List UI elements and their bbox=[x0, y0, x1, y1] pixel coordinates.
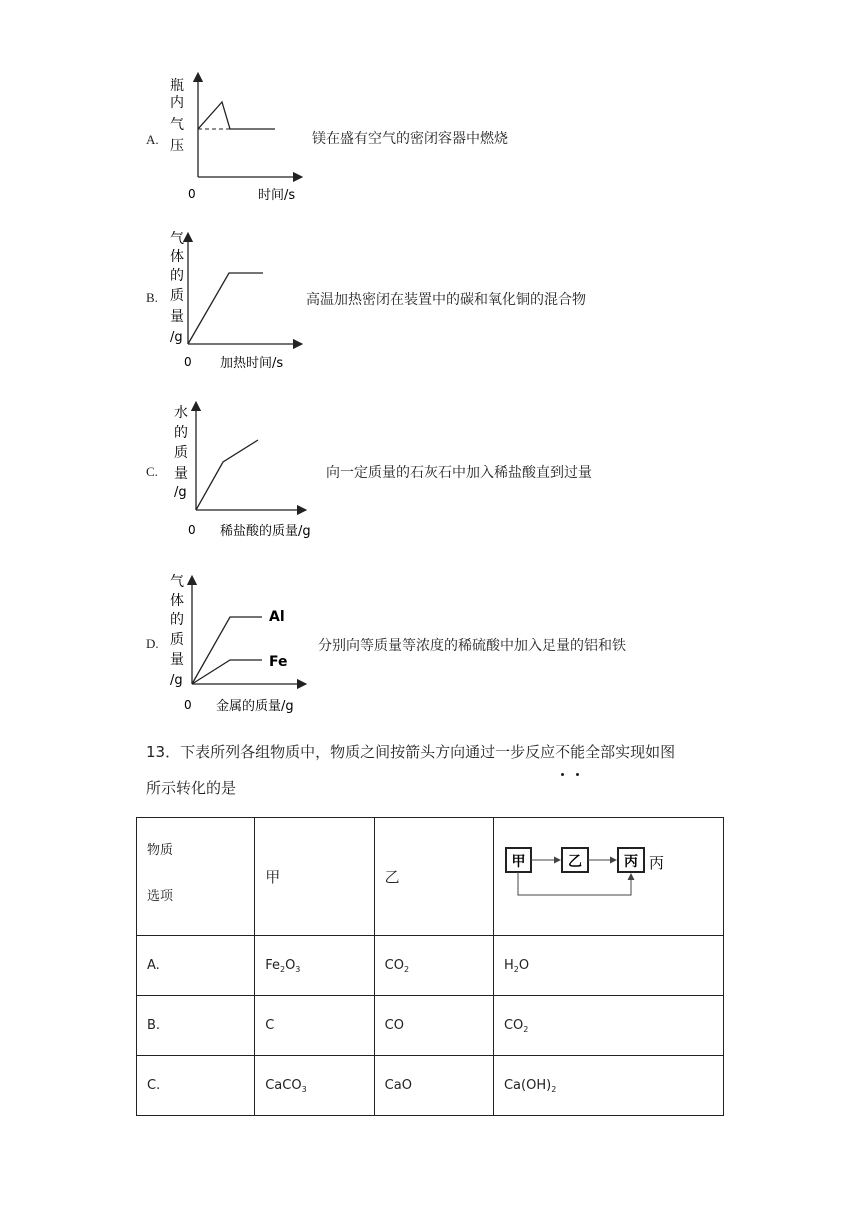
table-row bbox=[137, 936, 724, 996]
y-label-char: 体 bbox=[170, 593, 184, 609]
y-label-char: 的 bbox=[174, 425, 188, 441]
question-line-2: 所示转化的是 bbox=[146, 779, 237, 797]
option-a-description: 镁在盛有空气的密闭容器中燃烧 bbox=[312, 131, 508, 147]
row-option: A. bbox=[137, 936, 255, 996]
row-jia: C bbox=[255, 996, 374, 1056]
table-row bbox=[137, 996, 724, 1056]
al-curve bbox=[192, 617, 262, 684]
y-label-char: 内 bbox=[170, 95, 184, 111]
question-line-1: 13．下表所列各组物质中，物质之间按箭头方向通过一步反应不能全部实现如图 bbox=[146, 734, 746, 770]
origin-label: 0 bbox=[188, 523, 196, 537]
x-label: 稀盐酸的质量/g bbox=[220, 524, 311, 539]
header-cell-diagram bbox=[493, 818, 723, 936]
question-13-text bbox=[146, 734, 746, 806]
y-label-char: 体 bbox=[170, 249, 184, 265]
y-label-char: 量 bbox=[170, 309, 184, 325]
graph-b bbox=[160, 225, 320, 375]
x-label: 加热时间/s bbox=[220, 356, 284, 371]
y-label-char: 气 bbox=[170, 574, 184, 590]
row-yi: CaO bbox=[374, 1056, 493, 1116]
y-label-char: 气 bbox=[170, 117, 184, 133]
option-b-letter: B. bbox=[146, 290, 158, 305]
emphasis-char: 不 bbox=[555, 734, 570, 770]
graph-c bbox=[160, 398, 340, 543]
row-yi: $CO_2$ bbox=[374, 936, 493, 996]
row-yi: CO bbox=[374, 996, 493, 1056]
al-line-label: Al bbox=[269, 609, 285, 625]
graph-a bbox=[160, 70, 320, 210]
question-13-table bbox=[136, 817, 724, 1116]
row-jia: $Fe_2O_3$ bbox=[255, 936, 374, 996]
emphasis-char: 能 bbox=[570, 734, 585, 770]
y-label-char: 瓶 bbox=[170, 78, 184, 94]
x-label: 时间/s bbox=[258, 188, 296, 203]
box-bing-label: 丙 bbox=[623, 854, 638, 870]
origin-label: 0 bbox=[188, 187, 196, 201]
option-a-letter: A. bbox=[146, 132, 159, 147]
option-c-letter: C. bbox=[146, 464, 158, 479]
table-header-row bbox=[137, 818, 724, 936]
option-b-description: 高温加热密闭在装置中的碳和氧化铜的混合物 bbox=[306, 292, 586, 308]
fe-curve bbox=[192, 660, 262, 684]
origin-label: 0 bbox=[184, 698, 192, 712]
y-label-char: 质 bbox=[174, 445, 188, 461]
box-jia-label: 甲 bbox=[511, 854, 526, 870]
y-label-char: 量 bbox=[170, 652, 184, 668]
header-bing-label: 丙 bbox=[648, 854, 664, 872]
x-label: 金属的质量/g bbox=[216, 699, 294, 714]
header-cell-jia: 甲 bbox=[255, 818, 374, 936]
pressure-curve bbox=[198, 102, 275, 129]
y-label-char: 的 bbox=[170, 268, 184, 284]
water-mass-curve bbox=[196, 440, 258, 510]
y-label-char: 量 bbox=[174, 466, 188, 482]
y-label-char: 质 bbox=[170, 632, 184, 648]
y-label-char: 气 bbox=[170, 231, 184, 247]
fe-line-label: Fe bbox=[269, 654, 288, 670]
row-bing: $Ca(OH)_2$ bbox=[493, 1056, 723, 1116]
gas-mass-curve bbox=[188, 273, 263, 344]
graph-d bbox=[160, 570, 340, 720]
arrow-jia-bing bbox=[518, 872, 631, 895]
y-label-char: 水 bbox=[174, 405, 188, 421]
y-label-unit: /g bbox=[174, 485, 187, 500]
option-d-description: 分别向等质量等浓度的稀硫酸中加入足量的铝和铁 bbox=[318, 638, 626, 654]
table-row bbox=[137, 1056, 724, 1116]
row-jia: CaCO$_3$ bbox=[255, 1056, 374, 1116]
y-label-unit: /g bbox=[170, 330, 183, 345]
row-bing: $CO_2$ bbox=[493, 996, 723, 1056]
row-option: C. bbox=[137, 1056, 255, 1116]
y-label-char: 压 bbox=[170, 138, 184, 154]
row-bing: $H_2O$ bbox=[493, 936, 723, 996]
y-label-char: 质 bbox=[170, 288, 184, 304]
header-cell-yi: 乙 bbox=[374, 818, 493, 936]
option-d-letter: D. bbox=[146, 636, 159, 651]
origin-label: 0 bbox=[184, 355, 192, 369]
option-c-description: 向一定质量的石灰石中加入稀盐酸直到过量 bbox=[326, 465, 592, 481]
row-option: B. bbox=[137, 996, 255, 1056]
y-label-char: 的 bbox=[170, 612, 184, 628]
header-cell-substance-option: 物质 选项 bbox=[137, 818, 255, 936]
y-label-unit: /g bbox=[170, 673, 183, 688]
conversion-diagram bbox=[494, 823, 723, 930]
box-yi-label: 乙 bbox=[567, 854, 582, 870]
